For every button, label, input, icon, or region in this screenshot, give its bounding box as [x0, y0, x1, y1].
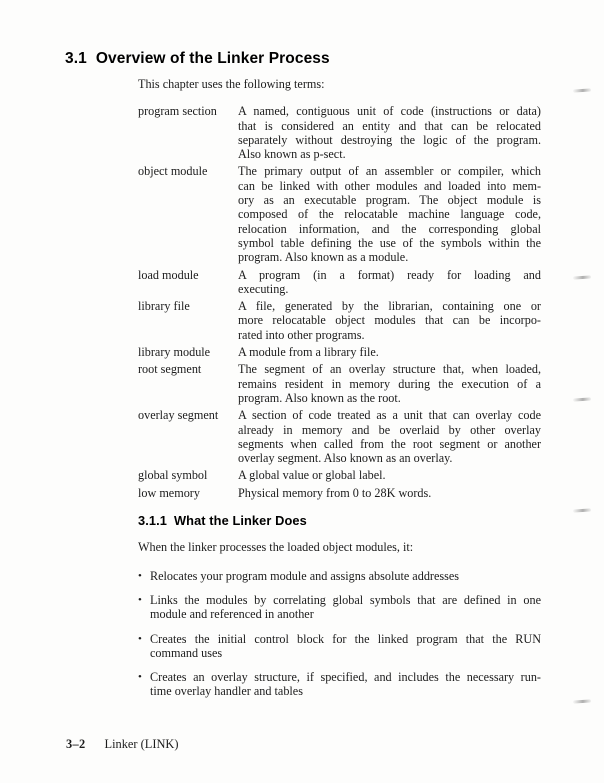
- text-line: A module from a library file.: [238, 345, 379, 360]
- term-name: program section: [138, 104, 217, 119]
- text-line: A named, contiguous unit of code (instructions or data): [238, 104, 541, 119]
- text-line: already in memory and be overlaid by other overlay: [238, 422, 541, 437]
- scan-artifact-dash: [573, 508, 591, 512]
- text-line: The segment of an overlay structure that, when loaded,: [238, 362, 541, 377]
- text-line: Creates an overlay structure, if specified, and includes the necessary run-: [150, 670, 541, 685]
- term-row: [138, 299, 541, 342]
- text-line: Links the modules by correlating global symbols that are defined in one: [150, 592, 541, 607]
- bullet-icon: •: [138, 671, 142, 684]
- term-definition: [238, 345, 541, 359]
- bullet-text: [150, 593, 541, 622]
- bullet-list: [138, 569, 541, 699]
- text-line: segments when called from the root segment or another: [238, 436, 541, 451]
- section-title: Overview of the Linker Process: [95, 50, 330, 67]
- term-name: global symbol: [138, 468, 208, 483]
- bullet-icon: •: [138, 632, 142, 645]
- term-definition: [238, 268, 541, 297]
- subsection-intro: When the linker processes the loaded object modules, it:: [138, 540, 414, 555]
- terms-definition-list: [138, 104, 541, 500]
- term-row: [138, 468, 541, 482]
- bullet-text: [150, 569, 541, 583]
- content-column: [138, 77, 541, 709]
- bullet-item: [138, 670, 541, 699]
- text-line: The primary output of an assembler or compiler, which: [238, 164, 541, 179]
- term-row: [138, 408, 541, 465]
- term-definition: [238, 468, 541, 482]
- terms-intro: This chapter uses the following terms:: [138, 77, 325, 91]
- term-row: [138, 268, 541, 297]
- text-line: Physical memory from 0 to 28K words.: [238, 485, 432, 500]
- term-definition: [238, 486, 541, 500]
- text-line: A section of code treated as a unit that can overlay code: [238, 408, 541, 423]
- text-line: overlay segment. Also known as an overlay.: [238, 451, 453, 466]
- subsection-heading: [138, 514, 541, 528]
- scan-artifact-dash: [573, 699, 591, 703]
- text-line: program. Also known as a module.: [238, 250, 409, 265]
- term-name: object module: [138, 164, 208, 179]
- page-footer: [66, 737, 178, 752]
- text-line: program. Also known as the root.: [238, 390, 401, 405]
- term-definition: [238, 299, 541, 342]
- bullet-item: [138, 632, 541, 661]
- text-line: ory as an executable program. The object module is: [238, 193, 541, 208]
- term-name: root segment: [138, 362, 202, 377]
- term-row: [138, 486, 541, 500]
- text-line: more relocatable object modules that can be incorpo-: [238, 313, 541, 328]
- text-line: symbol table defining the use of the symbols within the: [238, 235, 541, 250]
- text-line: Relocates your program module and assigns absolute addresses: [150, 568, 460, 583]
- bullet-text: [150, 632, 541, 661]
- text-line: composed of the relocatable machine language code,: [238, 207, 541, 222]
- term-row: [138, 104, 541, 161]
- term-name: library module: [138, 345, 211, 360]
- term-name: load module: [138, 267, 199, 282]
- text-line: Creates the initial control block for the linked program that the RUN: [150, 631, 541, 646]
- text-line: can be linked with other modules and loaded into mem-: [238, 178, 541, 193]
- section-number: 3.1: [65, 50, 87, 67]
- term-row: [138, 362, 541, 405]
- bullet-item: [138, 569, 541, 583]
- term-definition: [238, 164, 541, 264]
- text-line: Also known as p-sect.: [238, 147, 346, 162]
- term-name: library file: [138, 299, 190, 314]
- bullet-icon: •: [138, 593, 142, 606]
- term-name: low memory: [138, 485, 200, 500]
- text-line: executing.: [238, 281, 289, 296]
- term-row: [138, 345, 541, 359]
- term-row: [138, 164, 541, 264]
- scan-artifact-dash: [573, 275, 591, 279]
- text-line: rated into other programs.: [238, 327, 365, 342]
- text-line: A global value or global label.: [238, 468, 386, 483]
- footer-page-number: 3–2: [66, 737, 86, 751]
- section-heading: [65, 50, 330, 68]
- text-line: A program (in a format) ready for loading and: [238, 267, 541, 282]
- bullet-text: [150, 670, 541, 699]
- text-line: command uses: [150, 645, 223, 660]
- text-line: A file, generated by the librarian, containing one or: [238, 299, 541, 314]
- term-definition: [238, 104, 541, 161]
- subsection-title: What the Linker Does: [173, 513, 307, 529]
- text-line: time overlay handler and tables: [150, 684, 303, 699]
- text-line: that is considered an entity and that can be relocated: [238, 118, 541, 133]
- scan-artifact-dash: [573, 397, 591, 401]
- scan-artifact-dash: [573, 88, 591, 92]
- text-line: remains resident in memory during the execution of a: [238, 376, 541, 391]
- footer-title: Linker (LINK): [104, 737, 179, 751]
- term-definition: [238, 362, 541, 405]
- text-line: module and referenced in another: [150, 607, 314, 622]
- text-line: relocation information, and the corresponding global: [238, 221, 541, 236]
- bullet-icon: •: [138, 569, 142, 582]
- text-line: separately without destroying the logic of the program.: [238, 132, 541, 147]
- bullet-item: [138, 593, 541, 622]
- term-definition: [238, 408, 541, 465]
- subsection-number: 3.1.1: [138, 513, 167, 529]
- term-name: overlay segment: [138, 408, 219, 423]
